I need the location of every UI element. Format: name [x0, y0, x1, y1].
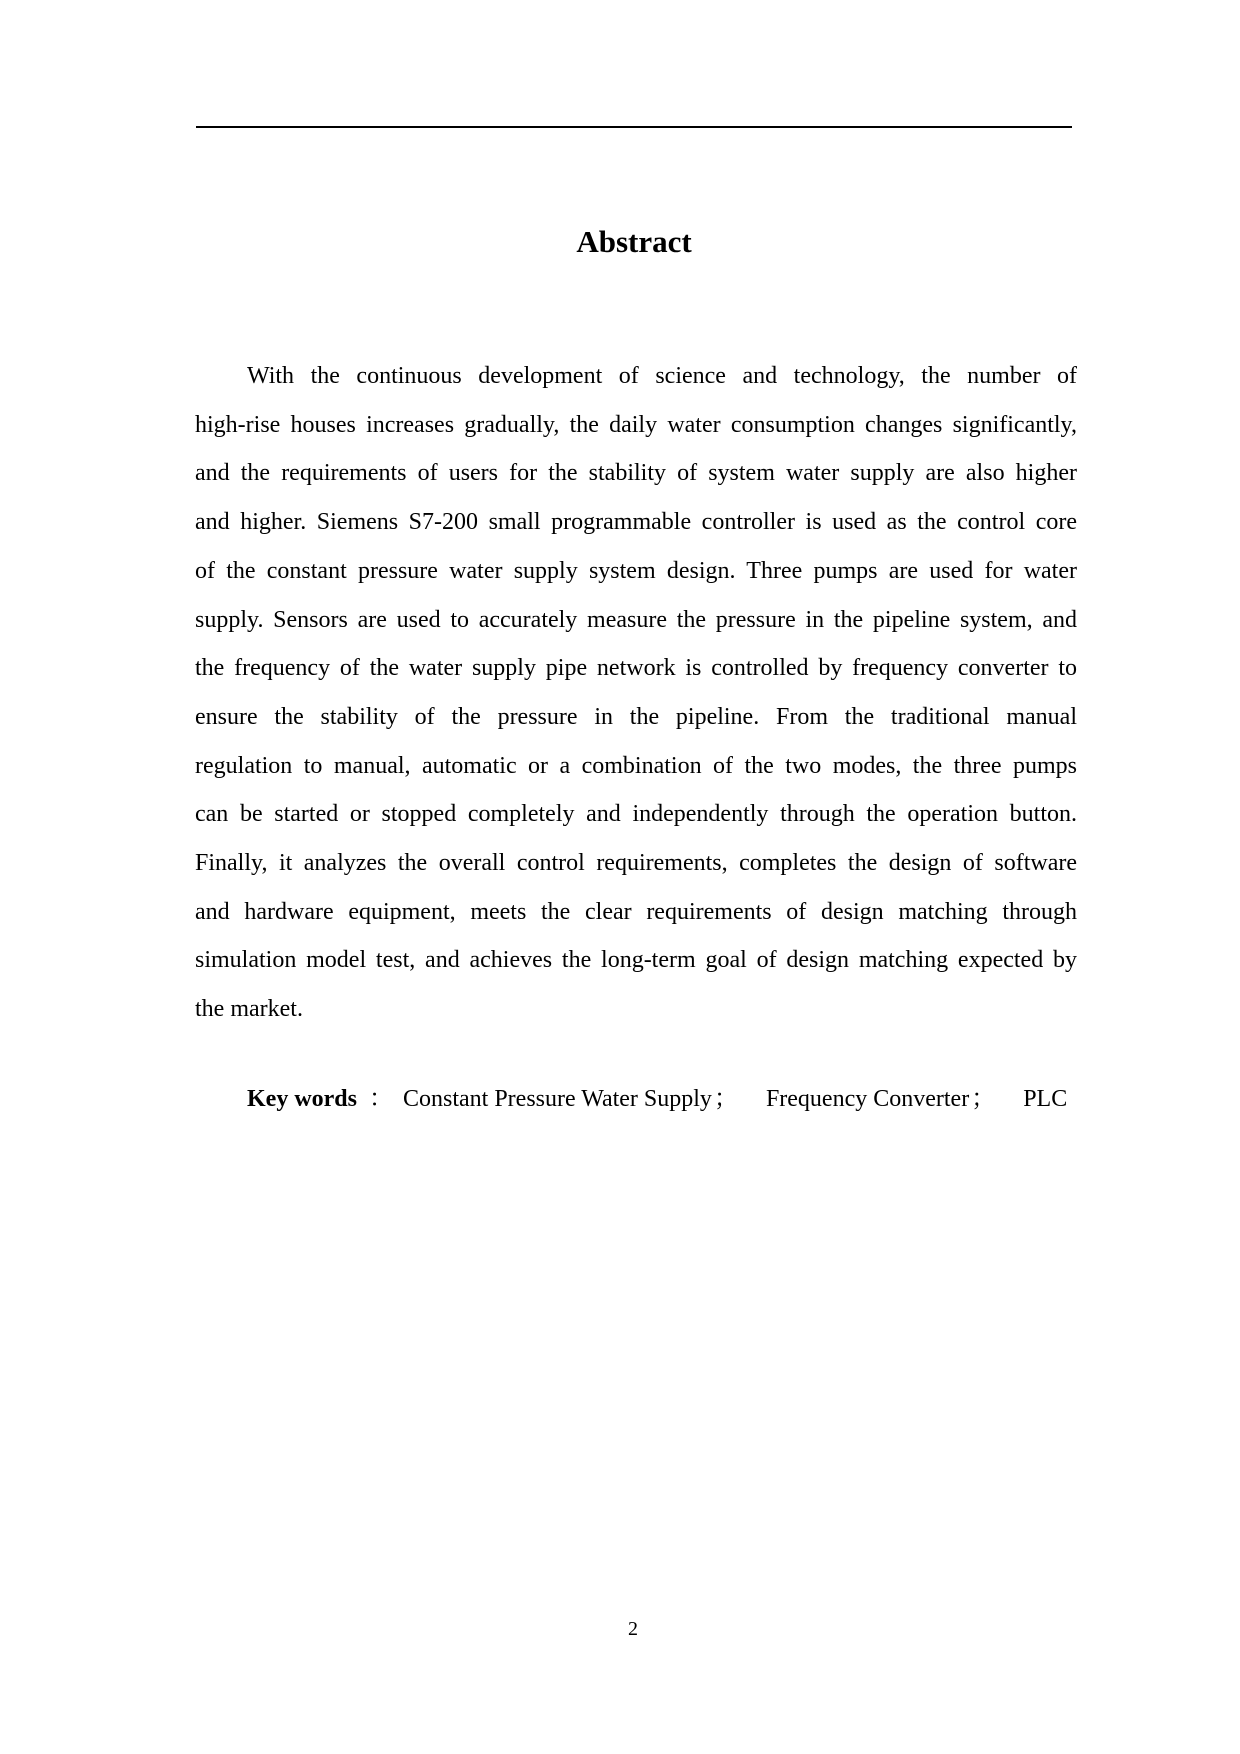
page-number: 2	[628, 1618, 638, 1640]
keyword-punct: ；	[713, 1086, 738, 1112]
keyword-item: Frequency Converter	[765, 1086, 970, 1112]
abstract-line: and the requirements of users for the stability of system water supply are also higher	[195, 460, 1077, 487]
keywords-label: Key words	[247, 1086, 357, 1112]
page-title: Abstract	[576, 224, 692, 259]
abstract-line: high-rise houses increases gradually, the daily water consumption changes significantly,	[195, 411, 1077, 438]
keyword-item: Constant Pressure Water Supply	[403, 1086, 712, 1112]
abstract-line: With the continuous development of science and technology, the number of	[247, 363, 1077, 389]
abstract-line: the market.	[195, 996, 303, 1023]
keywords-line	[247, 1084, 1067, 1114]
abstract-line: Finally, it analyzes the overall control requirements, completes the design of software	[195, 850, 1077, 877]
abstract-line: supply. Sensors are used to accurately measure the pressure in the pipeline system, and	[195, 606, 1077, 633]
abstract-line: of the constant pressure water supply system design. Three pumps are used for water	[195, 557, 1077, 584]
abstract-line: and higher. Siemens S7-200 small programmable controller is used as the control core	[195, 509, 1077, 536]
abstract-line: can be started or stopped completely and independently through the operation button.	[195, 801, 1077, 828]
keyword-punct: ；	[971, 1086, 996, 1112]
abstract-line: the frequency of the water supply pipe network is controlled by frequency converter to	[195, 655, 1077, 682]
header-rule	[196, 126, 1072, 128]
keyword-item: PLC	[1023, 1086, 1068, 1112]
abstract-line: regulation to manual, automatic or a combination of the two modes, the three pumps	[195, 752, 1077, 779]
keywords-separator: ：	[369, 1086, 393, 1112]
abstract-line: simulation model test, and achieves the long-term goal of design matching expected by	[195, 947, 1077, 974]
abstract-line: and hardware equipment, meets the clear requirements of design matching through	[195, 898, 1077, 925]
abstract-body	[195, 352, 1077, 1034]
abstract-line: ensure the stability of the pressure in the pipeline. From the traditional manual	[195, 703, 1077, 730]
